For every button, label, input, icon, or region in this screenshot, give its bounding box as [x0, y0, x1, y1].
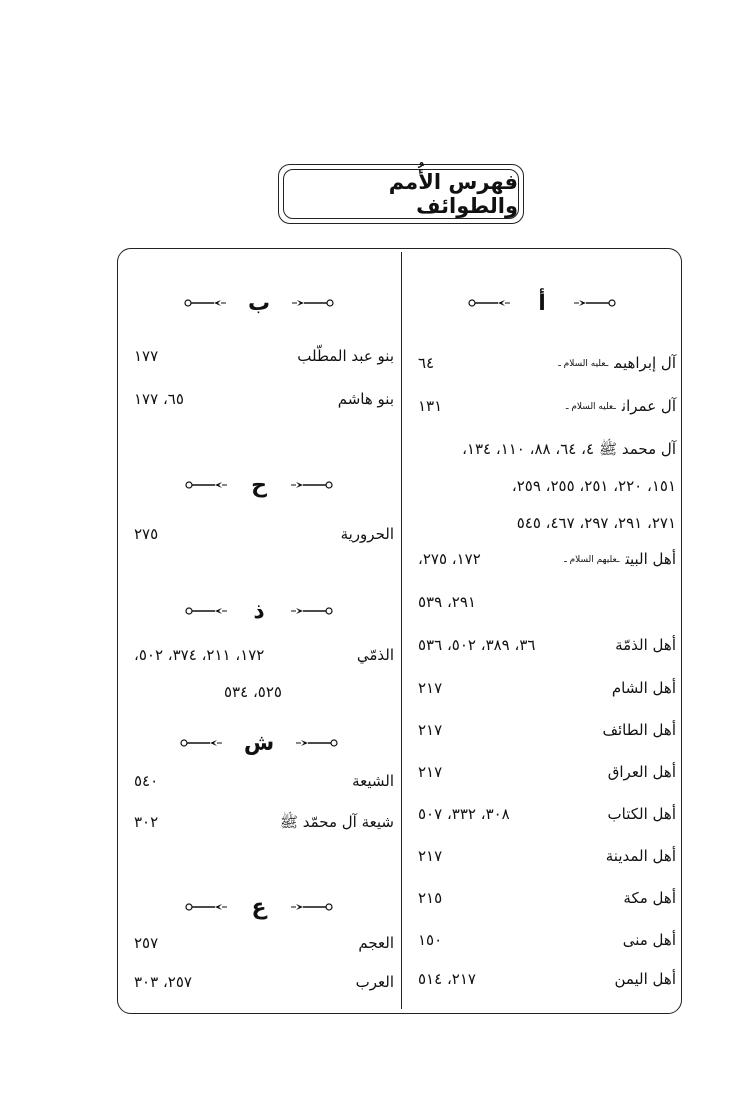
entry-name: أهل العراق — [607, 763, 676, 781]
entry-name: أهل المدينة — [605, 847, 676, 865]
entry-name: آل عمران — [621, 397, 676, 415]
entry-honorific: ـعليهم السلام ـ — [564, 555, 620, 565]
ornament-right-icon — [291, 480, 333, 490]
entry-pages: ٢٩١، ٥٣٩ — [418, 593, 476, 611]
entry-name: العجم — [358, 934, 394, 952]
entry-name: بنو عبد المطّلب — [297, 347, 394, 365]
entry-name: الحرورية — [340, 525, 394, 543]
ornament-right-icon — [574, 298, 616, 308]
section-letter: ذ — [253, 598, 265, 624]
index-entry-continuation — [408, 470, 676, 502]
entry-name: أهل الطائف — [602, 721, 676, 739]
section-letter: ش — [243, 730, 275, 756]
entry-pages: ١٣١ — [418, 397, 443, 415]
entry-name: العرب — [355, 973, 394, 991]
index-entry — [124, 966, 394, 998]
ornament-right-icon — [292, 298, 334, 308]
entry-name: أهل البيت — [625, 550, 676, 568]
entry-name: أهل مكة — [623, 889, 676, 907]
page-title: فهرس الأُمم والطوائف — [283, 169, 519, 219]
index-entry — [408, 963, 676, 995]
ornament-left-icon — [180, 738, 222, 748]
index-entry — [124, 639, 394, 671]
entry-name: شيعة آل محمّد ﷺ — [279, 813, 394, 831]
entry-pages: ٢١٥ — [418, 889, 443, 907]
ornament-right-icon — [291, 606, 333, 616]
index-entry-continuation — [124, 676, 394, 708]
index-entry — [124, 383, 394, 415]
entry-pages: ٢٥٧ — [134, 934, 159, 952]
index-entry — [124, 927, 394, 959]
entry-pages: ٢٧٥ — [134, 525, 159, 543]
section-letter: ح — [251, 472, 267, 498]
entry-pages: ٣٦، ٣٨٩، ٥٠٢، ٥٣٦ — [418, 636, 536, 654]
index-entry — [408, 347, 676, 379]
ornament-left-icon — [185, 902, 227, 912]
index-entry — [124, 518, 394, 550]
index-entry — [408, 924, 676, 956]
ornament-left-icon — [468, 298, 510, 308]
title-box — [278, 164, 524, 224]
section-header-ha — [124, 470, 394, 500]
index-entry — [408, 433, 676, 465]
entry-name: بنو هاشم — [337, 390, 394, 408]
entry-pages: ٢١٧ — [418, 721, 443, 739]
entry-pages: ٦٥، ١٧٧ — [134, 390, 184, 408]
entry-pages: ٢٧١، ٢٩١، ٢٩٧، ٤٦٧، ٥٤٥ — [516, 514, 676, 532]
entry-pages: ١٧٢، ٢١١، ٣٧٤، ٥٠٢، — [134, 646, 265, 664]
entry-pages: ٢١٧ — [418, 679, 443, 697]
index-entry — [124, 765, 394, 797]
entry-pages: ٢٥٧، ٣٠٣ — [134, 973, 192, 991]
index-entry — [408, 543, 676, 575]
ornament-left-icon — [184, 298, 226, 308]
entry-name: أهل الشام — [611, 679, 676, 697]
index-entry-continuation — [408, 586, 676, 618]
index-entry — [408, 390, 676, 422]
index-entry — [408, 629, 676, 661]
section-header-dhal — [124, 596, 394, 626]
entry-pages: ٥٤٠ — [134, 772, 159, 790]
section-letter: ب — [247, 290, 271, 316]
index-entry — [408, 882, 676, 914]
entry-pages: ٣٠٨، ٣٣٢، ٥٠٧ — [418, 805, 510, 823]
entry-pages: ٢١٧ — [418, 847, 443, 865]
index-entry-continuation — [408, 507, 676, 539]
entry-honorific: ـعليه السلام ـ — [558, 359, 609, 369]
entry-pages: ٣٠٢ — [134, 813, 159, 831]
entry-pages: ١٧٧ — [134, 347, 159, 365]
ornament-right-icon — [291, 902, 333, 912]
entry-name: أهل اليمن — [614, 970, 676, 988]
entry-pages: ١٧٢، ٢٧٥، — [418, 550, 481, 568]
entry-pages: ١٥١، ٢٢٠، ٢٥١، ٢٥٥، ٢٥٩، — [511, 477, 676, 495]
ornament-left-icon — [185, 480, 227, 490]
entry-honorific: ـعليه السلام ـ — [565, 402, 616, 412]
entry-name: آل إبراهيم — [614, 354, 676, 372]
index-entry — [408, 714, 676, 746]
column-divider — [401, 252, 402, 1009]
index-entry — [124, 340, 394, 372]
entry-name: أهل الكتاب — [607, 805, 676, 823]
section-letter: ع — [251, 894, 267, 920]
section-letter: أ — [538, 290, 546, 316]
section-header-alif — [408, 288, 676, 318]
entry-name: آل محمد ﷺ — [599, 440, 676, 458]
section-header-shin — [124, 728, 394, 758]
index-entry — [408, 672, 676, 704]
index-entry — [408, 756, 676, 788]
index-entry — [408, 798, 676, 830]
section-header-ayn — [124, 892, 394, 922]
entry-pages: ٥٢٥، ٥٣٤ — [224, 683, 282, 701]
entry-name: أهل منى — [622, 931, 676, 949]
index-entry — [124, 806, 394, 838]
entry-pages: ٤، ٦٤، ٨٨، ١١٠، ١٣٤، — [462, 440, 594, 458]
entry-pages: ٢١٧، ٥١٤ — [418, 970, 476, 988]
entry-pages: ٢١٧ — [418, 763, 443, 781]
ornament-left-icon — [185, 606, 227, 616]
entry-name: الشيعة — [352, 772, 394, 790]
index-entry — [408, 840, 676, 872]
entry-pages: ٦٤ — [418, 354, 435, 372]
entry-name: الذمّي — [356, 646, 394, 664]
entry-pages: ١٥٠ — [418, 931, 443, 949]
section-header-ba — [124, 288, 394, 318]
entry-name: أهل الذمّة — [615, 636, 676, 654]
ornament-right-icon — [296, 738, 338, 748]
